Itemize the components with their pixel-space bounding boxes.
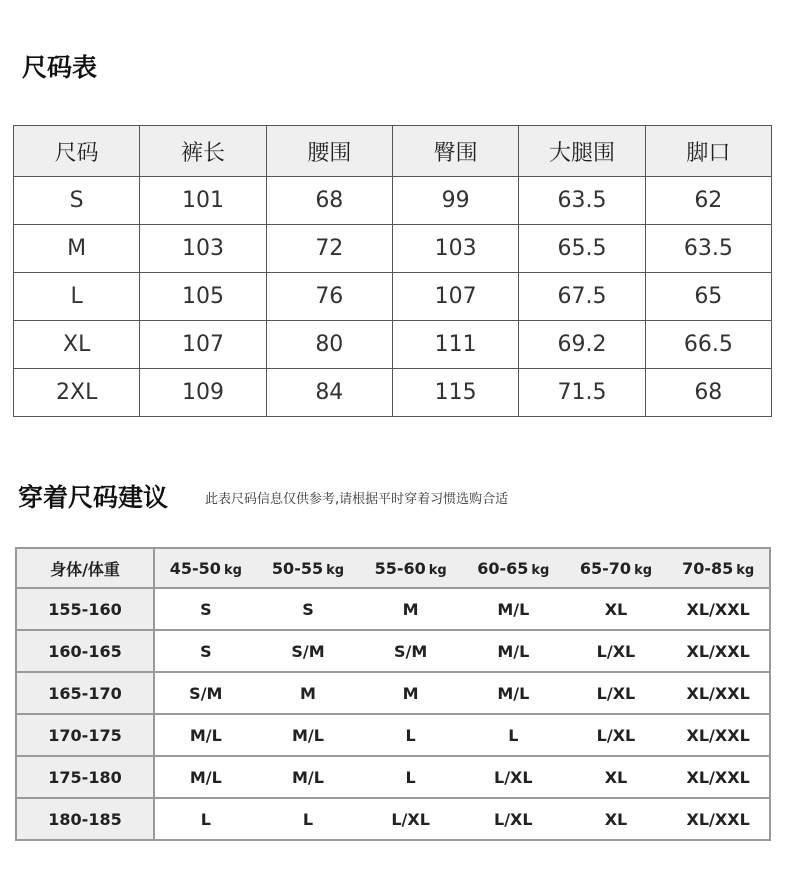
size-cell: XL/XXL xyxy=(667,588,770,630)
table-row xyxy=(14,321,772,369)
size-cell: M/L xyxy=(154,756,257,798)
header-cell: 脚口 xyxy=(645,126,771,177)
table-row xyxy=(14,273,772,321)
table-cell: 66.5 xyxy=(645,321,771,369)
table-cell: 76 xyxy=(266,273,392,321)
weight-header xyxy=(462,548,565,588)
table-cell: 68 xyxy=(645,369,771,417)
size-cell: S/M xyxy=(154,672,257,714)
size-cell: L xyxy=(302,809,314,829)
weight-header xyxy=(565,548,668,588)
size-cell: XL/XXL xyxy=(667,630,770,672)
height-cell: 170-175 xyxy=(16,714,154,756)
size-cell: S xyxy=(257,588,360,630)
size-cell: L/XL xyxy=(494,809,533,829)
table-cell: 68 xyxy=(266,177,392,225)
table-cell: 107 xyxy=(392,273,518,321)
table-cell: L xyxy=(14,273,140,321)
size-cell: XL xyxy=(604,809,628,829)
size-chart-table xyxy=(13,125,772,417)
table-cell: 103 xyxy=(392,225,518,273)
recommendation-note: 此表尺码信息仅供参考,请根据平时穿着习惯选购合适 xyxy=(205,492,509,507)
table-row xyxy=(14,369,772,417)
header-cell: 腰围 xyxy=(266,126,392,177)
weight-range: 70-85 xyxy=(682,558,734,578)
size-cell: L xyxy=(462,714,565,756)
size-cell: L xyxy=(200,809,211,829)
table-row xyxy=(16,672,770,714)
size-cell: L/XL xyxy=(462,756,565,798)
weight-range: 65-70 xyxy=(579,558,632,578)
table-row xyxy=(14,177,772,225)
size-cell: XL/XXL xyxy=(667,672,770,714)
table-cell: 63.5 xyxy=(519,177,645,225)
weight-unit: kg xyxy=(223,562,242,578)
weight-unit: kg xyxy=(326,562,345,578)
table-cell: 62 xyxy=(645,177,771,225)
table-cell: 80 xyxy=(266,321,392,369)
size-chart-title: 尺码表 xyxy=(22,53,98,82)
table-cell: 105 xyxy=(140,273,266,321)
corner-header: 身体/体重 xyxy=(16,548,154,588)
size-cell: L/XL xyxy=(565,630,668,672)
weight-header xyxy=(359,548,462,588)
table-cell: 111 xyxy=(392,321,518,369)
table-cell: 63.5 xyxy=(645,225,771,273)
table-cell: 71.5 xyxy=(519,369,645,417)
size-cell: XL/XXL xyxy=(667,756,770,798)
table-cell: 2XL xyxy=(14,369,140,417)
table-cell: 65.5 xyxy=(519,225,645,273)
header-cell: 大腿围 xyxy=(519,126,645,177)
table-cell: 65 xyxy=(645,273,771,321)
table-row xyxy=(16,756,770,798)
weight-header xyxy=(154,548,257,588)
size-cell: L/XL xyxy=(391,809,430,829)
size-cell: S xyxy=(154,630,257,672)
size-cell: M/L xyxy=(462,672,565,714)
size-cell: L xyxy=(359,714,462,756)
size-cell: L/XL xyxy=(565,714,668,756)
table-cell: 103 xyxy=(140,225,266,273)
size-chart-header-row xyxy=(14,126,772,177)
table-row xyxy=(16,798,770,840)
recommendation-table xyxy=(15,547,771,841)
size-cell: M xyxy=(257,672,360,714)
size-cell: M/L xyxy=(257,756,360,798)
weight-range: 50-55 xyxy=(271,558,324,578)
table-row xyxy=(16,630,770,672)
header-cell: 尺码 xyxy=(14,126,140,177)
table-row xyxy=(16,714,770,756)
header-cell: 裤长 xyxy=(140,126,266,177)
table-row xyxy=(14,225,772,273)
weight-header xyxy=(667,548,770,588)
table-cell: 67.5 xyxy=(519,273,645,321)
size-cell: M/L xyxy=(462,630,565,672)
table-cell: XL xyxy=(14,321,140,369)
size-cell: XL xyxy=(565,756,668,798)
size-cell: S/M xyxy=(359,630,462,672)
size-cell: XL xyxy=(565,588,668,630)
weight-header xyxy=(257,548,360,588)
weight-unit: kg xyxy=(634,562,653,578)
size-cell: S xyxy=(154,588,257,630)
weight-range: 55-60 xyxy=(374,558,426,578)
table-cell: 72 xyxy=(266,225,392,273)
table-cell: 99 xyxy=(392,177,518,225)
table-cell: 69.2 xyxy=(519,321,645,369)
table-cell: 115 xyxy=(392,369,518,417)
table-cell: 84 xyxy=(266,369,392,417)
height-cell: 165-170 xyxy=(16,672,154,714)
size-cell: XL/XXL xyxy=(667,714,770,756)
size-cell: M/L xyxy=(154,714,257,756)
size-cell: M/L xyxy=(462,588,565,630)
size-cell: M xyxy=(359,672,462,714)
weight-range: 60-65 xyxy=(477,558,529,578)
height-cell: 160-165 xyxy=(16,630,154,672)
table-cell: S xyxy=(14,177,140,225)
recommendation-title: 穿着尺码建议 xyxy=(18,483,169,512)
recommendation-header-row xyxy=(16,548,770,588)
table-cell: 109 xyxy=(140,369,266,417)
weight-unit: kg xyxy=(428,562,447,578)
height-cell: 175-180 xyxy=(16,756,154,798)
height-cell: 155-160 xyxy=(16,588,154,630)
height-cell: 180-185 xyxy=(16,798,154,840)
table-row xyxy=(16,588,770,630)
weight-unit: kg xyxy=(736,562,755,578)
size-cell: L xyxy=(359,756,462,798)
size-cell: S/M xyxy=(257,630,360,672)
weight-unit: kg xyxy=(531,562,550,578)
size-cell: XL/XXL xyxy=(686,809,750,829)
size-cell: L/XL xyxy=(565,672,668,714)
table-cell: M xyxy=(14,225,140,273)
header-cell: 臀围 xyxy=(392,126,518,177)
size-cell: M xyxy=(359,588,462,630)
table-cell: 101 xyxy=(140,177,266,225)
table-cell: 107 xyxy=(140,321,266,369)
weight-range: 45-50 xyxy=(169,558,221,578)
size-cell: M/L xyxy=(257,714,360,756)
